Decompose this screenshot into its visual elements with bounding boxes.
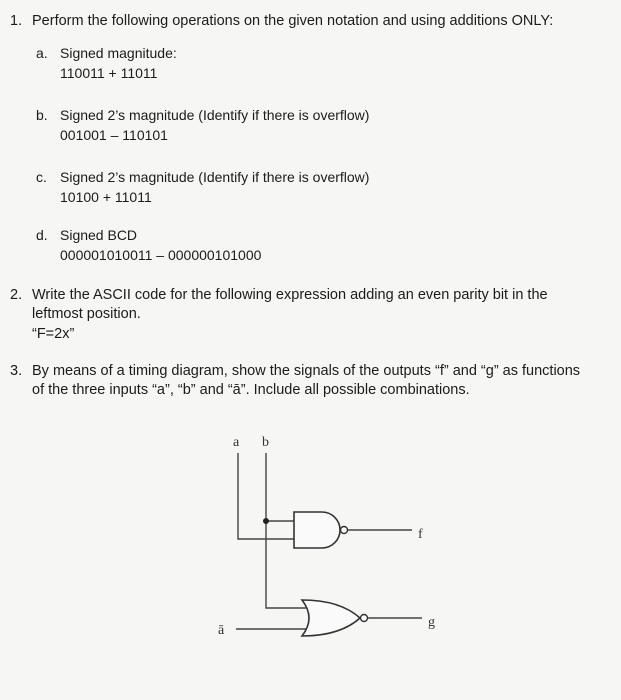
question-number: 1. xyxy=(10,13,23,29)
question-text-line2: of the three inputs “a”, “b” and “ā”. Include all possible combinations. xyxy=(32,382,470,398)
input-b-label: b xyxy=(262,435,269,450)
wire-b xyxy=(266,453,294,521)
question-text-line1: By means of a timing diagram, show the signals of the outputs “f” and “g” as functions xyxy=(32,363,581,379)
nor-gate-g xyxy=(302,600,360,636)
logic-gate-diagram xyxy=(200,428,460,658)
junction-dot xyxy=(263,518,269,524)
part-expression: 110011 + 11011 xyxy=(60,65,158,81)
output-g-label: g xyxy=(428,615,435,630)
question-number: 2. xyxy=(10,287,23,303)
part-d xyxy=(36,226,596,266)
part-title: Signed 2’s magnitude (Identify if there is overflow) xyxy=(60,169,370,185)
question-3 xyxy=(10,362,610,402)
input-abar-label: ā xyxy=(218,623,225,638)
part-a xyxy=(36,44,596,84)
question-text-line2: leftmost position. xyxy=(32,306,141,322)
part-b xyxy=(36,106,596,146)
part-label: a. xyxy=(36,45,48,61)
part-label: d. xyxy=(36,227,48,243)
question-text-line1: Write the ASCII code for the following expression adding an even parity bit in the xyxy=(32,287,548,303)
question-text: Perform the following operations on the given notation and using additions ONLY: xyxy=(32,13,554,29)
inversion-bubble-f xyxy=(341,527,348,534)
part-expression: 000001010011 – 000000101000 xyxy=(60,247,262,263)
part-title: Signed 2’s magnitude (Identify if there is overflow) xyxy=(60,107,370,123)
part-label: b. xyxy=(36,107,48,123)
part-title: Signed magnitude: xyxy=(60,45,177,61)
question-expression: “F=2x” xyxy=(32,326,75,342)
question-number: 3. xyxy=(10,363,23,379)
nand-gate-f xyxy=(294,512,340,548)
part-expression: 10100 + 11011 xyxy=(60,189,152,205)
question-1 xyxy=(10,12,610,32)
input-a-label: a xyxy=(233,435,240,450)
part-title: Signed BCD xyxy=(60,227,138,243)
part-c xyxy=(36,168,596,208)
part-label: c. xyxy=(36,169,47,185)
inversion-bubble-g xyxy=(361,615,368,622)
part-expression: 001001 – 110101 xyxy=(60,127,168,143)
question-2 xyxy=(10,286,610,346)
output-f-label: f xyxy=(418,527,423,542)
circuit-svg xyxy=(200,428,460,658)
